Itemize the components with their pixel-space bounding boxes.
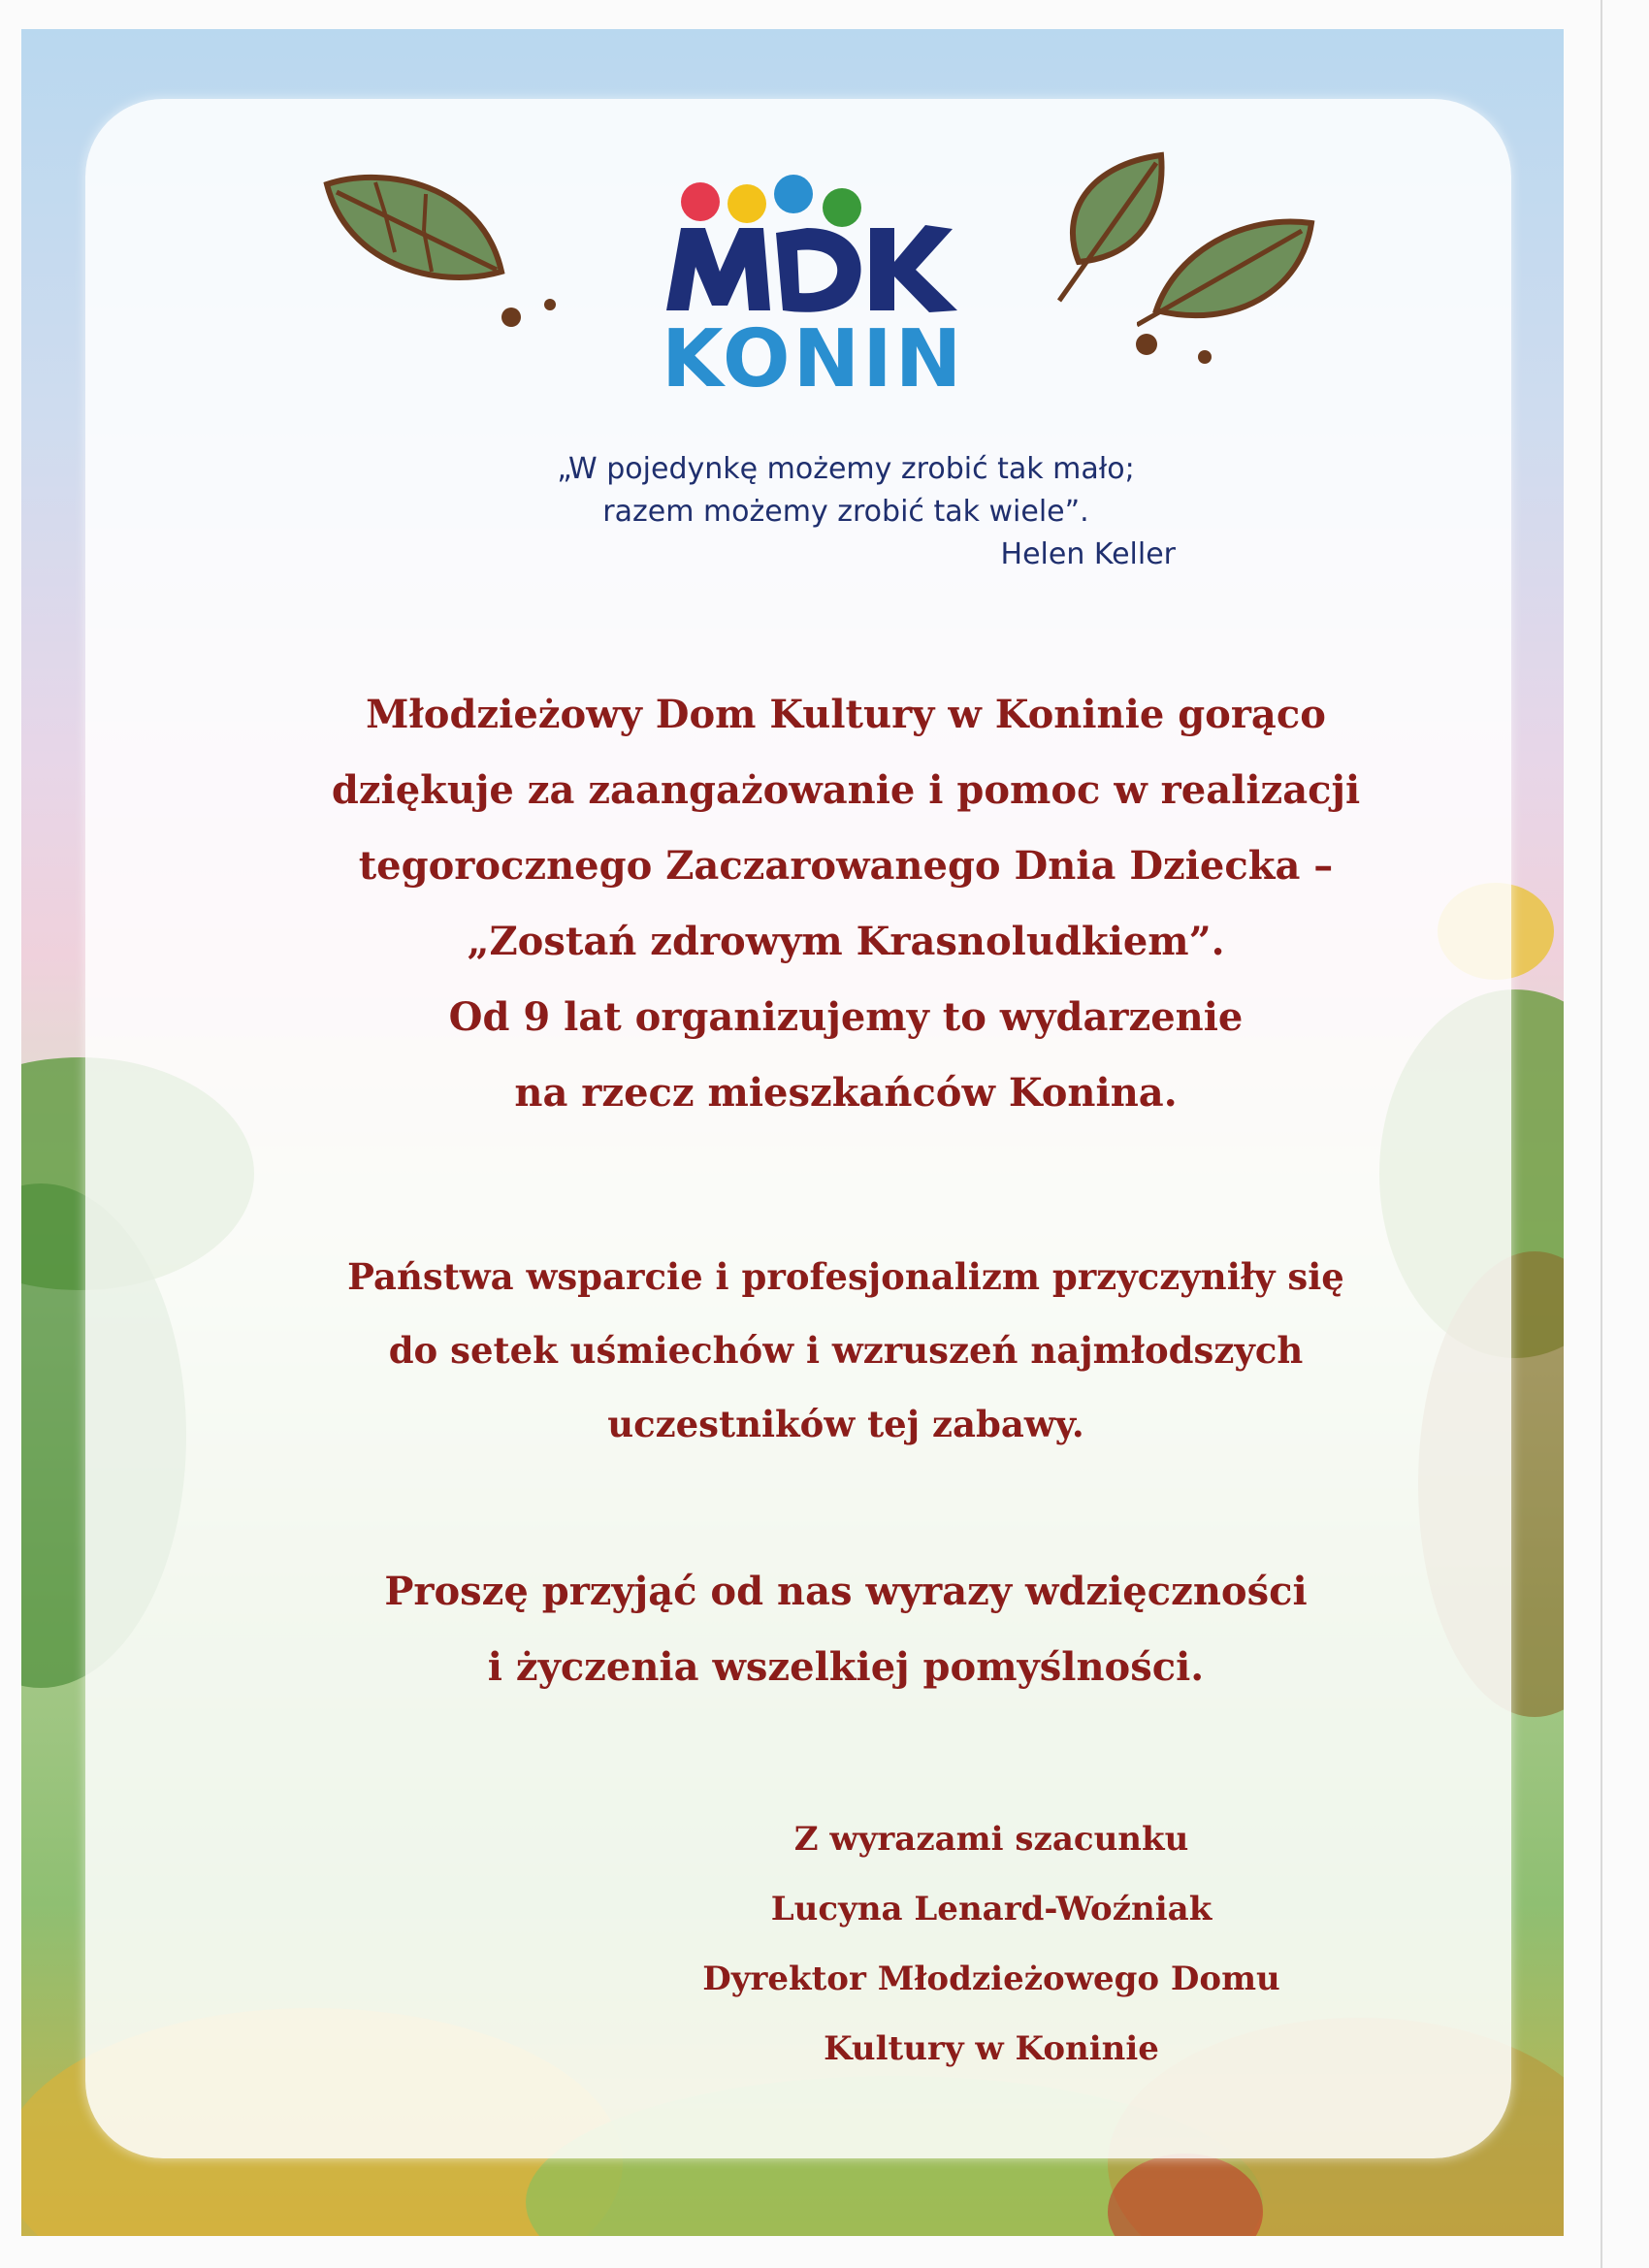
signature-name: Lucyna Lenard-Woźniak <box>770 1890 1212 1928</box>
text-line: Państwa wsparcie i profesjonalizm przyczyniły się <box>347 1255 1344 1298</box>
quote <box>429 448 1263 576</box>
paragraph-support <box>235 1240 1457 1461</box>
quote-line: „W pojedynkę możemy zrobić tak mało; <box>557 452 1135 486</box>
quote-line: razem możemy zrobić tak wiele”. <box>602 495 1089 529</box>
text-line: do setek uśmiechów i wzruszeń najmłodszych <box>388 1329 1304 1372</box>
dots-icon <box>1117 320 1224 378</box>
text-line: Od 9 lat organizujemy to wydarzenie <box>448 994 1244 1040</box>
text-line: Młodzieżowy Dom Kultury w Koninie gorąco <box>366 692 1326 737</box>
signature-title: Dyrektor Młodzieżowego Domu <box>702 1960 1280 1998</box>
leaf-icon <box>1137 204 1321 340</box>
signature-block <box>700 1804 1282 2084</box>
dots-icon <box>497 293 574 341</box>
signature-closing: Z wyrazami szacunku <box>793 1820 1189 1859</box>
text-line: na rzecz mieszkańców Konina. <box>514 1070 1178 1116</box>
mdk-logo-mark <box>662 175 962 320</box>
signature-title: Kultury w Koninie <box>824 2029 1159 2068</box>
paragraph-gratitude <box>235 1554 1457 1705</box>
logo-city-text: KONIN <box>662 313 965 405</box>
card-frame <box>21 29 1564 2236</box>
scan-edge <box>1600 0 1602 2268</box>
quote-author: Helen Keller <box>1000 537 1176 571</box>
text-line: dziękuje za zaangażowanie i pomoc w realizacji <box>331 767 1361 813</box>
paragraph-thanks <box>235 677 1457 1131</box>
text-line: tegorocznego Zaczarowanego Dnia Dziecka – <box>358 843 1334 889</box>
mdk-konin-logo <box>662 175 965 412</box>
text-line: uczestników tej zabawy. <box>607 1403 1084 1445</box>
text-line: „Zostań zdrowym Krasnoludkiem”. <box>467 919 1225 964</box>
text-line: i życzenia wszelkiej pomyślności. <box>487 1644 1205 1690</box>
leaf-icon <box>317 165 511 301</box>
text-line: Proszę przyjąć od nas wyrazy wdzięczności <box>384 1569 1308 1614</box>
